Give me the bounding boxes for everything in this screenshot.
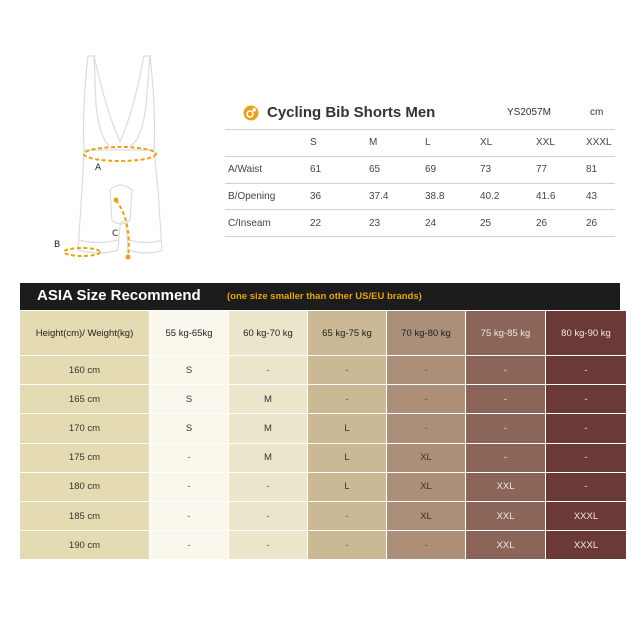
size-measurement-table [225, 129, 615, 237]
recommend-cell: - [387, 531, 465, 559]
measure-value: 38.8 [425, 183, 480, 210]
recommend-cell: M [229, 385, 307, 413]
recommend-cell: - [466, 385, 545, 413]
recommend-cell: - [546, 414, 626, 442]
recommend-cell: - [308, 502, 386, 530]
recommend-cell: S [150, 385, 228, 413]
corner-header: Height(cm)/ Weight(kg) [20, 311, 149, 355]
recommend-cell: M [229, 444, 307, 472]
recommend-cell: L [308, 414, 386, 442]
recommend-cell: - [308, 531, 386, 559]
weight-header: 65 kg-75 kg [308, 311, 386, 355]
weight-header: 75 kg-85 kg [466, 311, 545, 355]
size-header-corner [225, 130, 310, 157]
recommend-cell: - [150, 502, 228, 530]
measure-value: 37.4 [369, 183, 425, 210]
height-label: 175 cm [20, 444, 149, 472]
height-label: 180 cm [20, 473, 149, 501]
measure-value: 65 [369, 156, 425, 183]
table-row [225, 156, 615, 183]
measure-label: B/Opening [225, 183, 310, 210]
male-gender-icon [243, 105, 259, 121]
weight-header: 80 kg-90 kg [546, 311, 626, 355]
measure-value: 73 [480, 156, 536, 183]
recommend-cell: - [229, 473, 307, 501]
recommend-cell: - [150, 473, 228, 501]
size-header: XXXL [586, 130, 615, 157]
waist-measure-mark [84, 147, 156, 161]
recommend-cell: - [229, 531, 307, 559]
recommend-cell: - [466, 356, 545, 384]
label-a: A [95, 163, 102, 173]
product-title: Cycling Bib Shorts Men [267, 104, 436, 121]
weight-header: 70 kg-80 kg [387, 311, 465, 355]
height-label: 165 cm [20, 385, 149, 413]
recommend-cell: - [466, 414, 545, 442]
measure-value: 40.2 [480, 183, 536, 210]
height-label: 185 cm [20, 502, 149, 530]
recommend-cell: L [308, 473, 386, 501]
measure-value: 36 [310, 183, 369, 210]
recommend-cell: S [150, 414, 228, 442]
height-label: 170 cm [20, 414, 149, 442]
recommend-cell: - [229, 502, 307, 530]
size-header: XXL [536, 130, 586, 157]
weight-header: 60 kg-70 kg [229, 311, 307, 355]
recommend-banner [20, 283, 620, 310]
recommend-cell: - [387, 414, 465, 442]
recommend-cell: XL [387, 444, 465, 472]
recommend-cell: - [546, 356, 626, 384]
opening-measure-mark [64, 248, 100, 256]
weight-header: 55 kg-65kg [150, 311, 228, 355]
size-header: XL [480, 130, 536, 157]
measure-value: 24 [425, 210, 480, 237]
recommend-cell: - [466, 444, 545, 472]
size-header: M [369, 130, 425, 157]
measure-label: C/Inseam [225, 210, 310, 237]
recommend-cell: - [150, 444, 228, 472]
measure-value: 23 [369, 210, 425, 237]
unit-label: cm [590, 107, 604, 118]
recommend-cell: XXXL [546, 502, 626, 530]
table-row [225, 183, 615, 210]
recommend-cell: - [308, 356, 386, 384]
label-b: B [54, 240, 61, 250]
product-header [243, 103, 613, 125]
recommend-cell: - [229, 356, 307, 384]
recommend-cell: - [546, 444, 626, 472]
measure-value: 22 [310, 210, 369, 237]
measure-value: 26 [586, 210, 615, 237]
recommend-cell: M [229, 414, 307, 442]
recommend-cell: - [387, 356, 465, 384]
size-header: L [425, 130, 480, 157]
recommend-cell: - [546, 385, 626, 413]
measure-value: 41.6 [536, 183, 586, 210]
label-c: C [112, 229, 119, 239]
measure-value: 61 [310, 156, 369, 183]
recommend-cell: - [546, 473, 626, 501]
recommend-cell: XL [387, 502, 465, 530]
measure-value: 25 [480, 210, 536, 237]
size-header-row [225, 130, 615, 157]
height-label: 160 cm [20, 356, 149, 384]
recommend-cell: XXL [466, 473, 545, 501]
measure-value: 81 [586, 156, 615, 183]
recommend-cell: XXL [466, 531, 545, 559]
measure-value: 69 [425, 156, 480, 183]
measure-label: A/Waist [225, 156, 310, 183]
recommend-title: ASIA Size Recommend [37, 287, 201, 304]
recommend-cell: XL [387, 473, 465, 501]
size-header: S [310, 130, 369, 157]
recommend-cell: - [150, 531, 228, 559]
measure-value: 77 [536, 156, 586, 183]
table-row [225, 210, 615, 237]
recommend-cell: XXXL [546, 531, 626, 559]
recommend-cell: XXL [466, 502, 545, 530]
recommend-cell: - [387, 385, 465, 413]
recommend-cell: S [150, 356, 228, 384]
recommend-note: (one size smaller than other US/EU brands) [227, 291, 422, 302]
height-label: 190 cm [20, 531, 149, 559]
measure-value: 26 [536, 210, 586, 237]
bib-shorts-illustration [40, 50, 210, 275]
recommend-cell: - [308, 385, 386, 413]
recommend-cell: L [308, 444, 386, 472]
product-code: YS2057M [507, 107, 551, 118]
measure-value: 43 [586, 183, 615, 210]
size-recommend-grid [20, 311, 620, 559]
